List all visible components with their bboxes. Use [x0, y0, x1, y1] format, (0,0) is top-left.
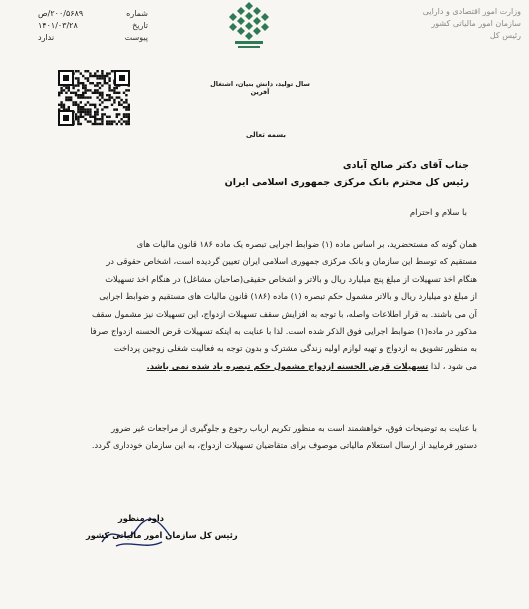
number-label: شماره — [126, 9, 148, 18]
ministry-line-1: وزارت امور اقتصادی و دارایی — [422, 7, 521, 16]
attachment-value: ندارد — [38, 33, 55, 42]
body-paragraph-1 — [29, 236, 477, 375]
number-value: ۲۰۰/۵۶۸۹/ص — [38, 9, 84, 18]
date-label: تاریخ — [132, 21, 148, 30]
addressee-title: رئیس کل محترم بانک مرکزی جمهوری اسلامی ایران — [224, 177, 469, 188]
signatory-name: داود منظور — [118, 513, 164, 523]
ministry-line-3: رئیس کل — [489, 31, 521, 40]
paragraph-line: دستور فرمایید از ارسال استعلام مالیاتی موصوف برای متقاضیان تسهیلات ازدواج، به این سازمان خودداری گردد. — [91, 440, 477, 451]
year-slogan: سال تولید، دانش بنیان، اشتغال آفرین — [210, 80, 310, 96]
bismillah: بسمه تعالی — [245, 131, 287, 139]
paragraph-line: آن می باشند. به قرار اطلاعات واصله، با توجه به افزایش سقف تسهیلات ازدواج، این تسهیلات نیز مشمول سقف — [91, 308, 477, 319]
paragraph-line: می شود ، لذا — [428, 360, 477, 371]
ministry-header — [411, 6, 521, 42]
date-row — [38, 20, 148, 32]
paragraph-line: مستقیم که توسط این سازمان و بانک مرکزی جمهوری اسلامی ایران تعیین گردیده است، اشخاص حقوقی در — [106, 256, 477, 267]
number-row — [38, 8, 148, 20]
letter-meta — [38, 8, 148, 44]
paragraph-line: به منظور تشویق به ازدواج و تهیه لوازم اولیه زندگی مشترک و بدون توجه به فعالیت شغلی زوجین پرداخت — [113, 343, 477, 354]
date-value: ۱۴۰۱/۰۳/۲۸ — [38, 21, 78, 30]
qr-code-icon — [58, 70, 130, 126]
body-paragraph-2 — [29, 420, 477, 455]
paragraph-last-line — [29, 358, 477, 375]
paragraph-line: همان گونه که مستحضرید، بر اساس ماده (۱) ضوابط اجرایی تبصره یک ماده ۱۸۶ قانون مالیات های — [136, 239, 477, 249]
paragraph-line: از مبلغ دو میلیارد ریال و بالاتر مشمول حکم تبصره (۱) ماده (۱۸۶) قانون مالیات های مستقیم و ضوابط اجرایی — [99, 291, 477, 302]
tax-organization-emblem-icon — [222, 0, 276, 54]
attachment-row — [38, 32, 148, 44]
attachment-label: پیوست — [124, 33, 148, 42]
paragraph-line: هنگام اخذ تسهیلات از مبلغ پنج میلیارد ریال و بالاتر و اشخاص حقیقی(صاحبان مشاغل) در هنگام اخذ تسهیلات — [105, 273, 477, 284]
emphasized-ruling: تسهیلات قرض الحسنه ازدواج مشمول حکم تبصره یاد شده نمی باشد. — [146, 360, 429, 371]
greeting: با سلام و احترام — [409, 208, 467, 218]
paragraph-line: مذکور در ماده(۱) ضوابط اجرایی فوق الذکر شده است. لذا با عنایت به اینکه تسهیلات قرض الحسنه ازدواج صرفا — [90, 325, 477, 336]
signatory-title: رئیس کل سازمان امور مالیاتی کشور — [86, 530, 238, 540]
paragraph-line: با عنایت به توضیحات فوق، خواهشمند است به منظور تکریم ارباب رجوع و جلوگیری از مراجعات غیر ضرور — [111, 423, 477, 433]
addressee-name: جناب آقای دکتر صالح آبادی — [342, 160, 469, 171]
ministry-line-2: سازمان امور مالیاتی کشور — [431, 19, 521, 28]
